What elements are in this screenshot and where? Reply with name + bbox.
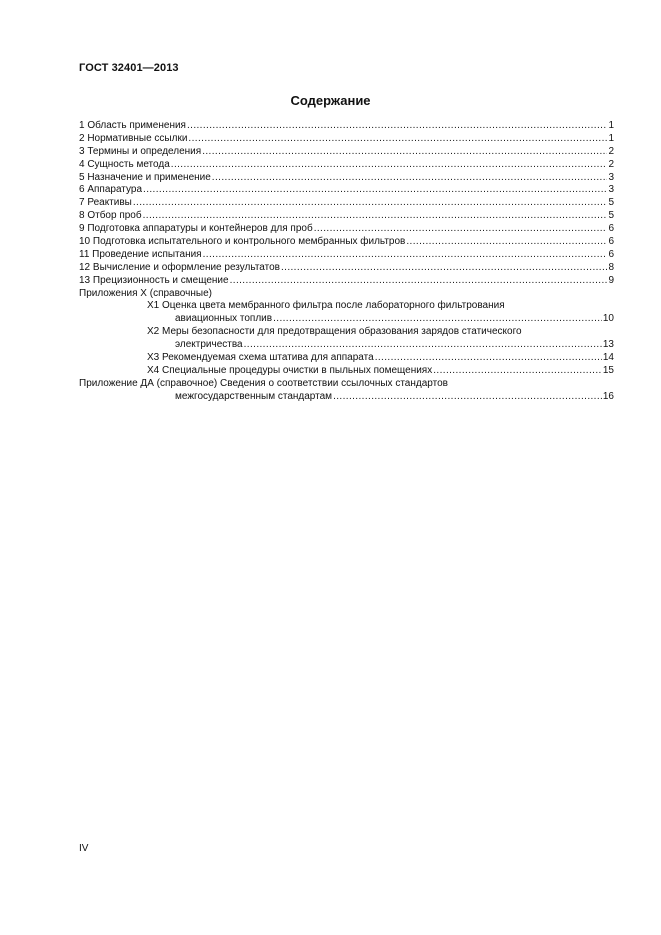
- dot-leader: [187, 120, 607, 133]
- toc-entry-2[interactable]: [79, 133, 614, 146]
- toc-entry-label: 9 Подготовка аппаратуры и контейнеров для проб: [79, 223, 313, 235]
- toc-entry-label: 11 Проведение испытания: [79, 248, 202, 260]
- dot-leader: [433, 365, 602, 378]
- dot-leader: [273, 313, 602, 326]
- toc-entry-9[interactable]: [79, 223, 614, 236]
- toc-entry-label: 6 Аппаратура: [79, 184, 143, 196]
- appendix-x2-line1[interactable]: X2 Меры безопасности для предотвращения образования зарядов статического: [147, 326, 522, 338]
- toc-entry-page: 3: [608, 184, 614, 196]
- toc-entry-page: 5: [608, 210, 614, 222]
- dot-leader: [143, 210, 608, 223]
- toc-entry-label: 7 Реактивы: [79, 197, 132, 209]
- dot-leader: [171, 159, 608, 172]
- toc-entry-12[interactable]: [79, 262, 614, 275]
- dot-leader: [202, 146, 607, 159]
- toc-entry-page: 10: [602, 313, 614, 325]
- toc-entry-label: X3 Рекомендуемая схема штатива для аппарата: [147, 352, 374, 364]
- toc-entry-page: 8: [608, 261, 614, 273]
- toc-entry-page: 6: [608, 248, 614, 260]
- toc-entry-label: 10 Подготовка испытательного и контрольного мембранных фильтров: [79, 236, 406, 247]
- toc-entry-label: 1 Область применения: [79, 119, 186, 131]
- toc-entry-page: 6: [608, 236, 614, 247]
- toc-entry-13[interactable]: [79, 275, 614, 288]
- toc-entry-label: авиационных топлив: [175, 313, 273, 325]
- toc-entry-page: 1: [608, 132, 614, 144]
- dot-leader: [230, 275, 608, 288]
- toc-entry-label: 8 Отбор проб: [79, 210, 142, 222]
- toc-entry-page: 2: [608, 158, 614, 170]
- toc-entry-page: 13: [602, 339, 614, 351]
- toc-entry-page: 5: [608, 197, 614, 209]
- appendix-x4-entry[interactable]: [79, 365, 614, 378]
- toc-entry-page: 14: [602, 352, 614, 364]
- toc-entry-page: 2: [608, 145, 614, 157]
- toc-entry-11[interactable]: [79, 249, 614, 262]
- toc-entry-page: 6: [608, 223, 614, 235]
- appendix-x-heading: Приложения X (справочные): [79, 287, 212, 299]
- dot-leader: [375, 352, 602, 365]
- dot-leader: [406, 236, 607, 249]
- toc-entry-label: электричества: [175, 339, 243, 351]
- toc-entry-label: 2 Нормативные ссылки: [79, 132, 188, 144]
- table-of-contents: [79, 120, 614, 404]
- toc-entry-3[interactable]: [79, 146, 614, 159]
- dot-leader: [212, 172, 608, 185]
- document-header: ГОСТ 32401—2013: [79, 62, 179, 74]
- toc-entry-page: 15: [602, 364, 614, 376]
- toc-entry-page: 9: [608, 274, 614, 286]
- toc-entry-1[interactable]: [79, 120, 614, 133]
- toc-entry-page: 3: [608, 171, 614, 183]
- appendix-x1-entry[interactable]: [79, 313, 614, 326]
- dot-leader: [333, 391, 602, 404]
- toc-entry-10[interactable]: [79, 236, 614, 249]
- appendix-da-entry[interactable]: [79, 391, 614, 404]
- dot-leader: [133, 197, 608, 210]
- toc-entry-label: 4 Сущность метода: [79, 158, 170, 170]
- toc-entry-page: 1: [608, 119, 614, 131]
- appendix-x1-line1[interactable]: X1 Оценка цвета мембранного фильтра после лабораторного фильтрования: [147, 300, 505, 312]
- toc-entry-label: 5 Назначение и применение: [79, 171, 211, 183]
- appendix-x2-entry[interactable]: [79, 339, 614, 352]
- toc-entry-6[interactable]: [79, 184, 614, 197]
- dot-leader: [188, 133, 607, 146]
- dot-leader: [203, 249, 608, 262]
- page-title: Содержание: [290, 93, 371, 108]
- dot-leader: [143, 184, 607, 197]
- dot-leader: [314, 223, 608, 236]
- appendix-da-line1[interactable]: Приложение ДА (справочное) Сведения о соответствии ссылочных стандартов: [79, 377, 448, 389]
- toc-entry-8[interactable]: [79, 210, 614, 223]
- toc-entry-label: 12 Вычисление и оформление результатов: [79, 261, 280, 273]
- dot-leader: [244, 339, 602, 352]
- toc-entry-page: 16: [602, 390, 614, 402]
- toc-entry-label: межгосударственным стандартам: [175, 390, 333, 402]
- page-number: IV: [79, 843, 89, 854]
- appendix-x3-entry[interactable]: [79, 352, 614, 365]
- toc-entry-label: 3 Термины и определения: [79, 145, 202, 157]
- toc-entry-label: 13 Прецизионность и смещение: [79, 274, 229, 286]
- toc-entry-7[interactable]: [79, 197, 614, 210]
- toc-entry-label: X4 Специальные процедуры очистки в пыльных помещениях: [147, 364, 433, 376]
- dot-leader: [281, 262, 607, 275]
- toc-entry-5[interactable]: [79, 172, 614, 185]
- toc-entry-4[interactable]: [79, 159, 614, 172]
